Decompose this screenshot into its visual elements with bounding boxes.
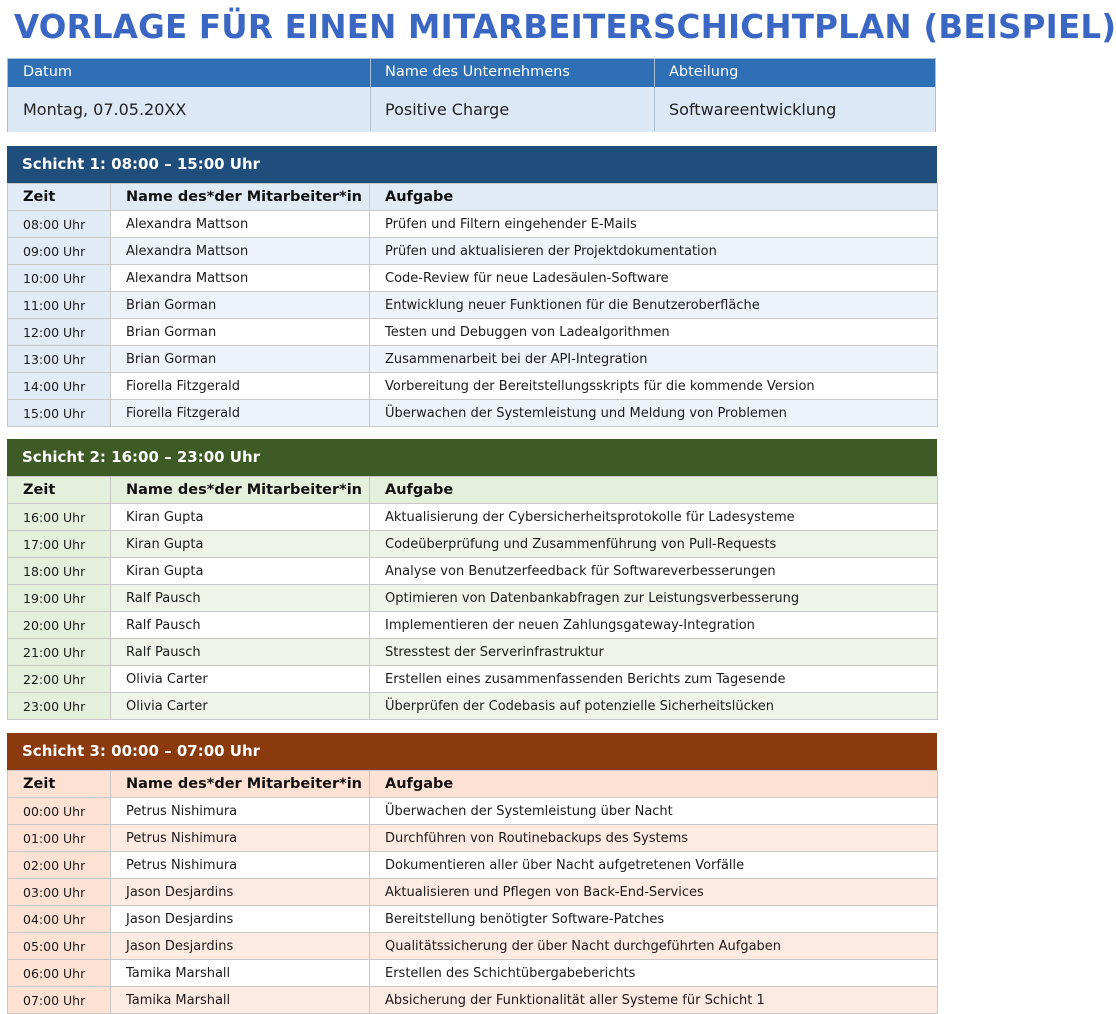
page-title: VORLAGE FÜR EINEN MITARBEITERSCHICHTPLAN (BEISPIEL)	[14, 8, 1116, 46]
time-cell: 09:00 Uhr	[8, 238, 111, 265]
info-divider	[370, 59, 371, 131]
time-cell: 07:00 Uhr	[8, 987, 111, 1014]
time-cell: 18:00 Uhr	[8, 558, 111, 585]
time-cell: 17:00 Uhr	[8, 531, 111, 558]
task-cell: Zusammenarbeit bei der API-Integration	[370, 346, 938, 373]
employee-name-cell: Brian Gorman	[111, 319, 370, 346]
column-header-name: Name des*der Mitarbeiter*in	[111, 184, 370, 211]
table-row	[8, 906, 938, 933]
task-cell: Testen und Debuggen von Ladealgorithmen	[370, 319, 938, 346]
column-header-name: Name des*der Mitarbeiter*in	[111, 771, 370, 798]
shift-3-section	[7, 733, 937, 1014]
task-cell: Dokumentieren aller über Nacht aufgetretenen Vorfälle	[370, 852, 938, 879]
info-value-department: Softwareentwicklung	[669, 100, 837, 119]
time-cell: 19:00 Uhr	[8, 585, 111, 612]
shift-1-section	[7, 146, 937, 427]
info-value-row	[8, 87, 935, 132]
task-cell: Aktualisieren und Pflegen von Back-End-Services	[370, 879, 938, 906]
employee-name-cell: Ralf Pausch	[111, 612, 370, 639]
time-cell: 06:00 Uhr	[8, 960, 111, 987]
employee-name-cell: Petrus Nishimura	[111, 852, 370, 879]
employee-name-cell: Tamika Marshall	[111, 960, 370, 987]
employee-name-cell: Jason Desjardins	[111, 879, 370, 906]
column-header-time: Zeit	[8, 184, 111, 211]
info-header-row	[8, 59, 935, 87]
column-header-task: Aufgabe	[370, 184, 938, 211]
employee-name-cell: Brian Gorman	[111, 292, 370, 319]
table-row	[8, 238, 938, 265]
time-cell: 12:00 Uhr	[8, 319, 111, 346]
task-cell: Vorbereitung der Bereitstellungsskripts für die kommende Version	[370, 373, 938, 400]
time-cell: 08:00 Uhr	[8, 211, 111, 238]
shift-2-table	[7, 476, 938, 720]
employee-name-cell: Tamika Marshall	[111, 987, 370, 1014]
task-cell: Entwicklung neuer Funktionen für die Benutzeroberfläche	[370, 292, 938, 319]
employee-name-cell: Alexandra Mattson	[111, 265, 370, 292]
employee-name-cell: Olivia Carter	[111, 666, 370, 693]
info-divider	[654, 59, 655, 131]
task-cell: Optimieren von Datenbankabfragen zur Leistungsverbesserung	[370, 585, 938, 612]
time-cell: 13:00 Uhr	[8, 346, 111, 373]
info-header-date: Datum	[23, 64, 73, 80]
time-cell: 00:00 Uhr	[8, 798, 111, 825]
info-value-company: Positive Charge	[385, 100, 510, 119]
employee-name-cell: Kiran Gupta	[111, 531, 370, 558]
time-cell: 23:00 Uhr	[8, 693, 111, 720]
task-cell: Erstellen eines zusammenfassenden Berichts zum Tagesende	[370, 666, 938, 693]
info-table	[7, 58, 936, 132]
column-header-task: Aufgabe	[370, 477, 938, 504]
info-header-company: Name des Unternehmens	[385, 64, 570, 80]
time-cell: 22:00 Uhr	[8, 666, 111, 693]
task-cell: Überwachen der Systemleistung und Meldung von Problemen	[370, 400, 938, 427]
task-cell: Qualitätssicherung der über Nacht durchgeführten Aufgaben	[370, 933, 938, 960]
employee-name-cell: Kiran Gupta	[111, 558, 370, 585]
time-cell: 02:00 Uhr	[8, 852, 111, 879]
column-header-task: Aufgabe	[370, 771, 938, 798]
time-cell: 04:00 Uhr	[8, 906, 111, 933]
table-row	[8, 292, 938, 319]
shift-3-table	[7, 770, 938, 1014]
table-row	[8, 639, 938, 666]
table-row	[8, 531, 938, 558]
time-cell: 21:00 Uhr	[8, 639, 111, 666]
task-cell: Erstellen des Schichtübergabeberichts	[370, 960, 938, 987]
task-cell: Prüfen und Filtern eingehender E-Mails	[370, 211, 938, 238]
employee-name-cell: Alexandra Mattson	[111, 238, 370, 265]
task-cell: Prüfen und aktualisieren der Projektdokumentation	[370, 238, 938, 265]
table-header-row	[8, 771, 938, 798]
employee-name-cell: Jason Desjardins	[111, 906, 370, 933]
time-cell: 16:00 Uhr	[8, 504, 111, 531]
employee-name-cell: Kiran Gupta	[111, 504, 370, 531]
table-row	[8, 265, 938, 292]
employee-name-cell: Petrus Nishimura	[111, 825, 370, 852]
table-row	[8, 933, 938, 960]
table-row	[8, 612, 938, 639]
employee-name-cell: Alexandra Mattson	[111, 211, 370, 238]
employee-name-cell: Fiorella Fitzgerald	[111, 400, 370, 427]
info-header-department: Abteilung	[669, 64, 739, 80]
employee-name-cell: Ralf Pausch	[111, 585, 370, 612]
time-cell: 05:00 Uhr	[8, 933, 111, 960]
table-row	[8, 987, 938, 1014]
employee-name-cell: Petrus Nishimura	[111, 798, 370, 825]
table-row	[8, 693, 938, 720]
shift-2-title: Schicht 2: 16:00 – 23:00 Uhr	[7, 439, 937, 476]
table-row	[8, 852, 938, 879]
task-cell: Überwachen der Systemleistung über Nacht	[370, 798, 938, 825]
table-row	[8, 960, 938, 987]
table-row	[8, 666, 938, 693]
time-cell: 03:00 Uhr	[8, 879, 111, 906]
employee-name-cell: Ralf Pausch	[111, 639, 370, 666]
shift-2-section	[7, 439, 937, 720]
time-cell: 10:00 Uhr	[8, 265, 111, 292]
table-row	[8, 798, 938, 825]
table-row	[8, 879, 938, 906]
table-row	[8, 558, 938, 585]
employee-name-cell: Jason Desjardins	[111, 933, 370, 960]
shift-1-title: Schicht 1: 08:00 – 15:00 Uhr	[7, 146, 937, 183]
column-header-name: Name des*der Mitarbeiter*in	[111, 477, 370, 504]
column-header-time: Zeit	[8, 477, 111, 504]
task-cell: Durchführen von Routinebackups des Systems	[370, 825, 938, 852]
task-cell: Aktualisierung der Cybersicherheitsprotokolle für Ladesysteme	[370, 504, 938, 531]
employee-name-cell: Fiorella Fitzgerald	[111, 373, 370, 400]
table-row	[8, 211, 938, 238]
table-row	[8, 585, 938, 612]
table-row	[8, 400, 938, 427]
table-header-row	[8, 477, 938, 504]
table-row	[8, 373, 938, 400]
time-cell: 15:00 Uhr	[8, 400, 111, 427]
table-header-row	[8, 184, 938, 211]
column-header-time: Zeit	[8, 771, 111, 798]
employee-name-cell: Brian Gorman	[111, 346, 370, 373]
table-row	[8, 504, 938, 531]
task-cell: Code-Review für neue Ladesäulen-Software	[370, 265, 938, 292]
info-value-date: Montag, 07.05.20XX	[23, 100, 187, 119]
task-cell: Stresstest der Serverinfrastruktur	[370, 639, 938, 666]
time-cell: 11:00 Uhr	[8, 292, 111, 319]
task-cell: Analyse von Benutzerfeedback für Softwareverbesserungen	[370, 558, 938, 585]
time-cell: 20:00 Uhr	[8, 612, 111, 639]
table-row	[8, 319, 938, 346]
task-cell: Überprüfen der Codebasis auf potenzielle Sicherheitslücken	[370, 693, 938, 720]
task-cell: Bereitstellung benötigter Software-Patches	[370, 906, 938, 933]
table-row	[8, 825, 938, 852]
employee-name-cell: Olivia Carter	[111, 693, 370, 720]
shift-3-title: Schicht 3: 00:00 – 07:00 Uhr	[7, 733, 937, 770]
table-row	[8, 346, 938, 373]
time-cell: 14:00 Uhr	[8, 373, 111, 400]
task-cell: Absicherung der Funktionalität aller Systeme für Schicht 1	[370, 987, 938, 1014]
task-cell: Implementieren der neuen Zahlungsgateway-Integration	[370, 612, 938, 639]
shift-1-table	[7, 183, 938, 427]
task-cell: Codeüberprüfung und Zusammenführung von Pull-Requests	[370, 531, 938, 558]
time-cell: 01:00 Uhr	[8, 825, 111, 852]
